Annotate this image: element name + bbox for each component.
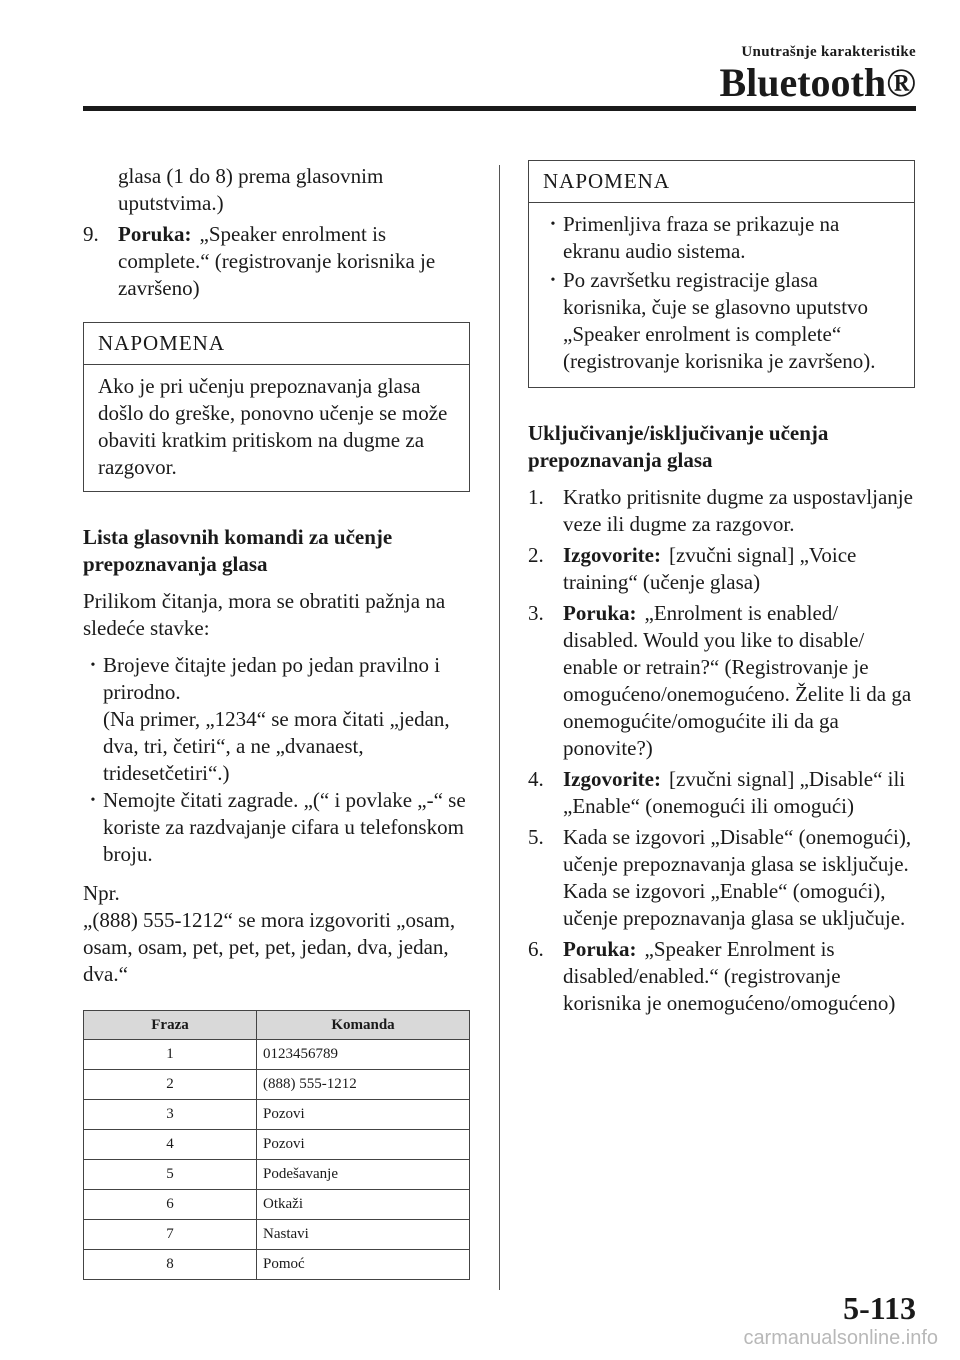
section-heading: Lista glasovnih komandi za učenje prepoznavanja glasa [83,525,393,576]
step-text: [zvučni signal] „Disable“ ili „Enable“ (onemogući ili omogući) [563,767,906,818]
table-row [84,1040,470,1070]
column-header: Fraza [84,1011,257,1040]
step-number: 4. [528,767,544,791]
step-keyword: Poruka: [563,601,637,625]
table-cell: 4 [84,1130,257,1160]
table-cell: Pozovi [257,1130,470,1160]
step-5 [528,824,915,932]
step-6 [528,936,915,1017]
step-1 [528,484,915,538]
section-title: Unutrašnje karakteristike [741,44,916,60]
bullet-text: Primenljiva fraza se prikazuje na ekranu audio sistema. [563,212,840,263]
step-text: [zvučni signal] „Voice training“ (učenje glasa) [563,543,857,594]
bullet-icon: • [90,793,96,808]
table-cell: 3 [84,1100,257,1130]
page-header [719,44,916,103]
commands-table [83,1010,470,1280]
header-rule [83,106,916,111]
bullet-item [543,267,900,375]
watermark: carmanualsonline.info [743,1327,938,1349]
table-cell: Nastavi [257,1220,470,1250]
table-row [84,1190,470,1220]
column-header: Komanda [257,1011,470,1040]
table-cell: 5 [84,1160,257,1190]
step-text: „Speaker enrolment is complete.“ (registrovanje korisnika je završeno) [118,222,436,300]
step-keyword: Poruka: [563,937,637,961]
note-box [528,160,915,388]
bullet-text: Nemojte čitati zagrade. „(“ i povlake „-“ se koriste za razdvajanje cifara u telefonskom broju. [103,788,466,866]
table-cell: 7 [84,1220,257,1250]
step-number: 3. [528,601,544,625]
table-row [84,1070,470,1100]
page-number: 5-113 [843,1290,916,1326]
table-cell: 6 [84,1190,257,1220]
step-keyword: Izgovorite: [563,767,661,791]
table-cell: 0123456789 [257,1040,470,1070]
step-number: 5. [528,825,544,849]
table-cell: Podešavanje [257,1160,470,1190]
column-divider [499,165,500,1290]
section-heading: Uključivanje/isključivanje učenja prepoznavanja glasa [528,421,829,472]
table-cell: Pozovi [257,1100,470,1130]
bullet-item [543,211,900,265]
bullet-item [83,652,470,787]
step-text: „Speaker Enrolment is disabled/enabled.“ (registrovanje korisnika je onemogućeno/omogućeno) [563,937,896,1015]
bullet-icon: • [90,658,96,673]
note-text: Ako je pri učenju prepoznavanja glasa došlo do greške, ponovno učenje se može obaviti kratkim pritiskom na dugme za razgovor. [98,374,448,479]
table-cell: Otkaži [257,1190,470,1220]
step-number: 6. [528,937,544,961]
step-4 [528,766,915,820]
chapter-title: Bluetooth® [719,60,916,105]
bullet-item [83,787,470,868]
bullet-icon: • [550,273,556,288]
table-row [84,1220,470,1250]
bullet-text: Po završetku registracije glasa korisnika, čuje se glasovno uputstvo „Speaker enrolment is complete“ (registrovanje korisnika je završeno). [563,268,876,373]
table-cell: Pomoć [257,1250,470,1280]
table-cell: 2 [84,1070,257,1100]
left-column [83,163,470,1280]
step-text: Kada se izgovori „Disable“ (onemogući), učenje prepoznavanja glasa se isključuje. Kada se izgovori „Enable“ (omogući), učenje prepoznavanja glasa se uključuje. [563,825,912,930]
table-row [84,1250,470,1280]
table-row [84,1130,470,1160]
table-row [84,1160,470,1190]
right-column [528,163,915,1021]
continued-text: glasa (1 do 8) prema glasovnim uputstvima.) [118,164,384,215]
step-keyword: Poruka: [118,222,192,246]
note-box [83,322,470,492]
note-title: NAPOMENA [529,161,914,203]
table-cell: 8 [84,1250,257,1280]
bullet-icon: • [550,217,556,232]
step-keyword: Izgovorite: [563,543,661,567]
intro-text: Prilikom čitanja, mora se obratiti pažnja na sledeće stavke: [83,589,446,640]
step-3 [528,600,915,762]
step-2 [528,542,915,596]
example-text: Npr. „(888) 555-1212“ se mora izgovoriti „osam, osam, osam, pet, pet, pet, jedan, dva, jedan, dva.“ [83,881,456,986]
step-9 [83,221,470,302]
note-title: NAPOMENA [84,323,469,365]
step-number: 2. [528,543,544,567]
table-header-row [84,1011,470,1040]
step-number: 1. [528,485,544,509]
table-cell: (888) 555-1212 [257,1070,470,1100]
bullet-text: Brojeve čitajte jedan po jedan pravilno i prirodno. (Na primer, „1234“ se mora čitati „jedan, dva, tri, četiri“, a ne „dvanaest, tridesetčetiri“.) [103,653,450,785]
table-cell: 1 [84,1040,257,1070]
table-row [84,1100,470,1130]
step-text: Kratko pritisnite dugme za uspostavljanje veze ili dugme za razgovor. [563,485,913,536]
step-text: „Enrolment is enabled/ disabled. Would you like to disable/ enable or retrain?“ (Registrovanje je omogućeno/onemogućeno. Želite li da ga onemogućite/omogućite ili da ga ponovite?) [563,601,912,760]
step-number: 9. [83,222,99,246]
